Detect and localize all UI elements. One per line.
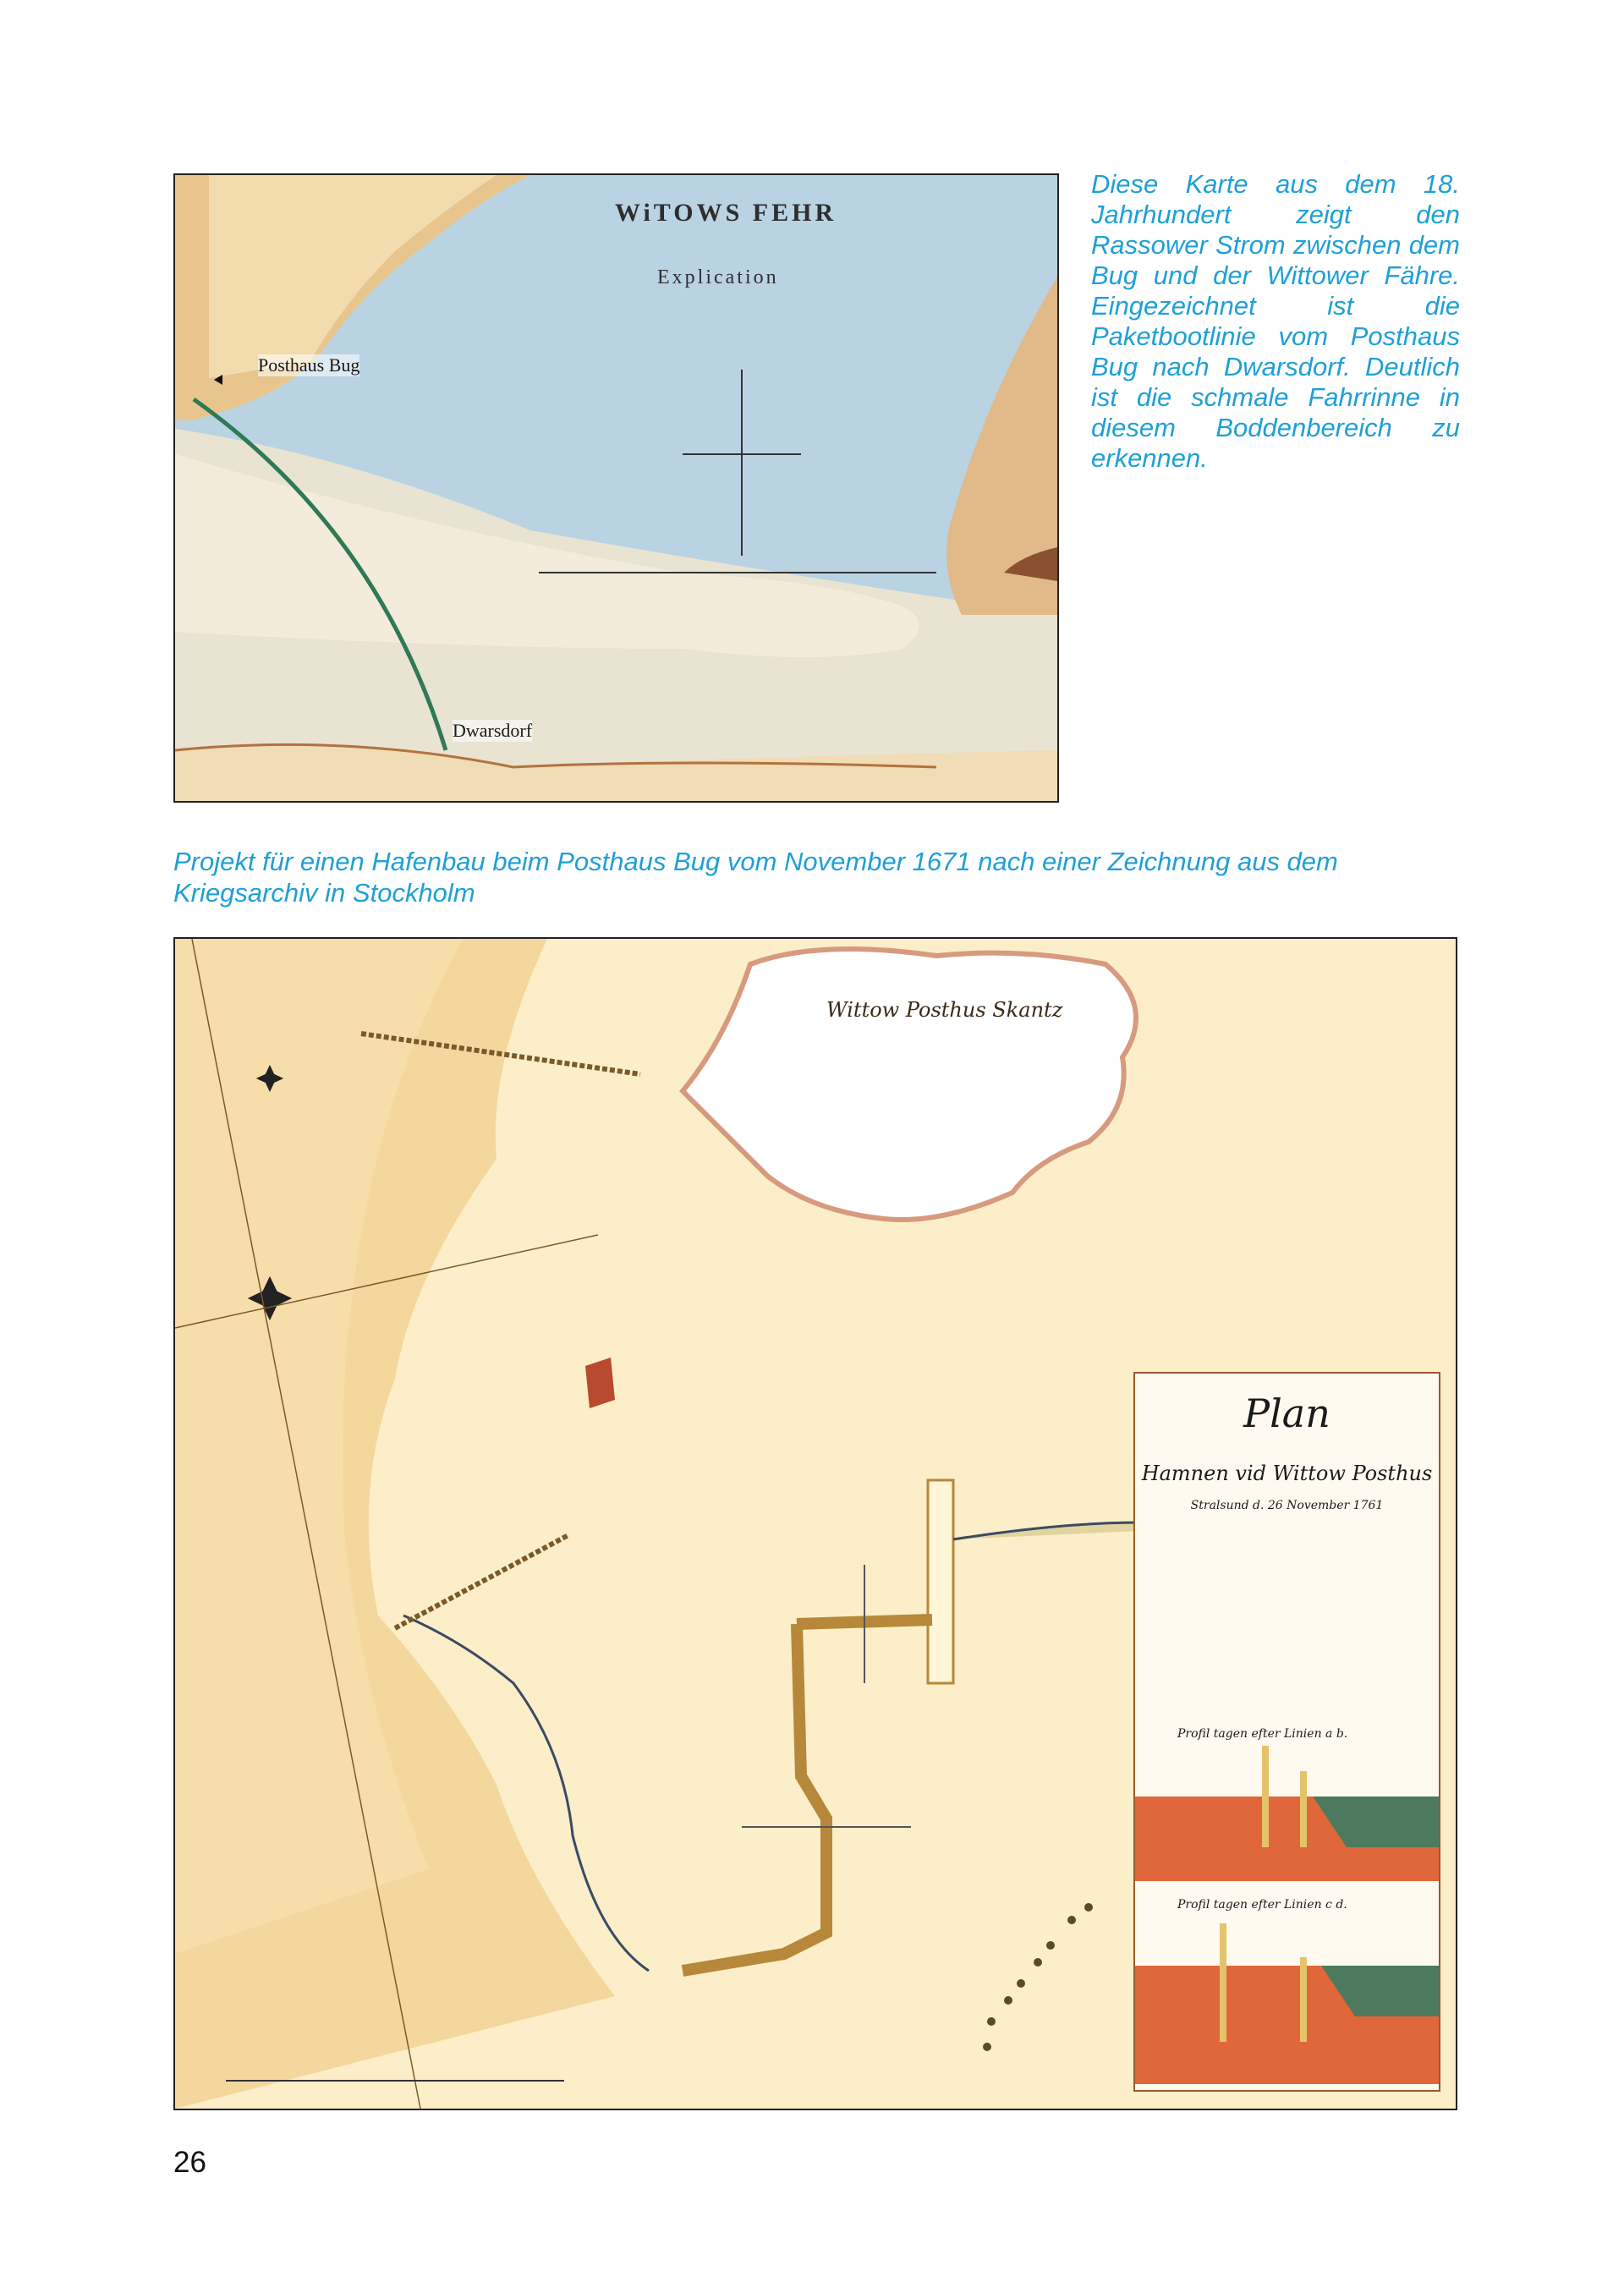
fort-label: Wittow Posthus Skantz — [826, 998, 1063, 1022]
label-dwarsdorf: Dwarsdorf — [453, 720, 533, 741]
profile-cd-label: Profil tagen efter Linien c d. — [1177, 1898, 1347, 1912]
inset-subtitle: Hamnen vid Wittow Posthus — [1141, 1462, 1433, 1485]
inset-title: Plan — [1243, 1391, 1330, 1436]
map-title: WiTOWS FEHR — [615, 199, 837, 227]
inset-date: Stralsund d. 26 November 1761 — [1190, 1499, 1384, 1512]
label-posthaus-bug: Posthaus Bug — [258, 354, 360, 376]
legend-heading: Explication — [657, 266, 779, 288]
profile-ab-label: Profil tagen efter Linien a b. — [1177, 1727, 1348, 1741]
map-caption-side: Diese Karte aus dem 18. Jahrhundert zeigt den Rassower Strom zwischen dem Bug und der Wittower Fähre. Eingezeichnet ist die Paketbootlinie vom Posthaus Bug nach Dwarsdorf. Deutlich ist die schmale Fahrrinne in diesem Boddenbereich zu erkennen. — [1091, 169, 1460, 473]
plan-inset — [1133, 1372, 1440, 2092]
map-caption-harbour: Projekt für einen Hafenbau beim Posthaus Bug vom November 1671 nach einer Zeichnung aus dem Kriegsarchiv in Stockholm — [173, 847, 1338, 908]
page-number: 26 — [173, 2146, 206, 2179]
witows-fehr-map — [173, 173, 1059, 803]
harbour-plan-map — [173, 937, 1457, 2110]
